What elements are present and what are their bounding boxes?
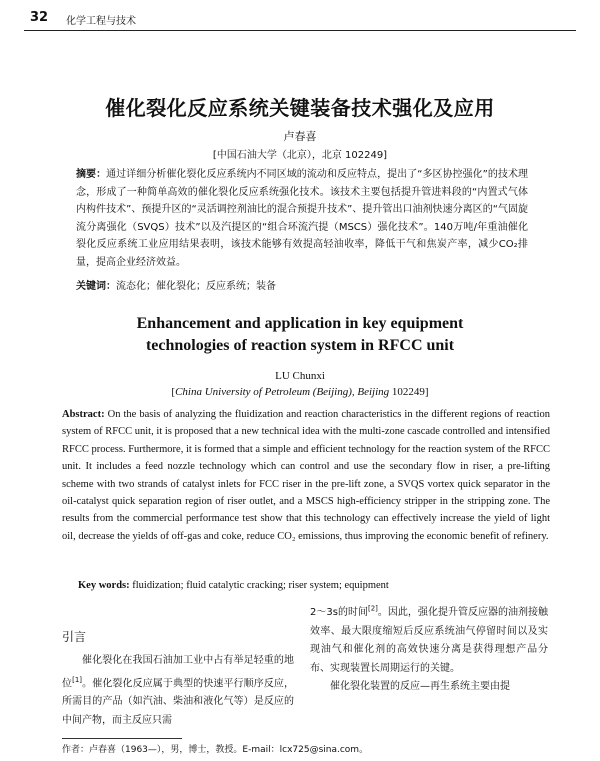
chinese-keywords-label: 关键词：: [76, 281, 116, 292]
footnote-rule: [62, 738, 182, 739]
citation-2[interactable]: [2]: [367, 605, 378, 613]
left-paragraph-continued: 。催化裂化反应属于典型的快速平行顺序反应，所需目的产品（如汽油、柴油和液化气等）是反应的中间产物，而主反应只需: [62, 677, 295, 726]
english-affiliation: [China University of Petroleum (Beijing), Beijing 102249]: [171, 386, 429, 398]
body-right-paragraph-1: [310, 607, 548, 674]
chinese-title: 催化裂化反应系统关键装备技术强化及应用: [105, 96, 495, 120]
chinese-keywords: [76, 277, 528, 292]
chinese-abstract-label: 摘要：: [76, 169, 107, 180]
english-abstract-label: Abstract:: [62, 409, 105, 420]
left-paragraph-text: 催化裂化在我国石油加工业中占有举足轻重的地位: [62, 655, 294, 689]
journal-name: 化学工程与技术: [66, 16, 136, 27]
page-number: 32: [30, 10, 49, 25]
right-paragraph-continued: 。因此，强化提升管反应器的油剂接触效率、最大限度缩短后反应系统油气停留时间以及实现油气和催化剂的高效快速分离是获得理想产品分布、实现装置长周期运行的关键。: [310, 607, 549, 674]
citation-1[interactable]: [1]: [72, 675, 83, 684]
body-right-column: [310, 600, 548, 697]
english-keywords-text: fluidization; fluid catalytic cracking; riser system; equipment: [132, 580, 389, 591]
chinese-abstract-text: 通过详细分析催化裂化反应系统内不同区域的流动和反应特点，提出了“多区协控强化”的技术理念，形成了一种简单高效的催化裂化反应系统强化技术。该技术主要包括提升管进料段的“内置式气体内构件技术”、预提升区的“灵活调控剂油比的混合预提升技术”、提升管出口油剂快速分离区的“气固旋流分离强化（SVQS）技术”以及汽提区的“组合环流汽提（MSCS）强化技术”。140万吨/年重油催化裂化反应系统工业应用结果表明，该技术能够有效提高轻油收率，降低干气和焦炭产率，减少CO₂排量，提高企业经济效益。: [76, 169, 528, 268]
chinese-author: 卢春喜: [283, 130, 317, 143]
running-header: [24, 8, 576, 28]
chinese-abstract: [76, 166, 528, 271]
english-keywords: [78, 580, 548, 591]
body-left-column: [62, 652, 294, 730]
english-affiliation-code: 102249: [391, 386, 425, 398]
chinese-keywords-text: 流态化；催化裂化；反应系统；装备: [116, 281, 276, 292]
author-footnote: 作者：卢春喜（1963—），男，博士，教授。E-mail：lcx725@sina.com。: [62, 745, 369, 755]
english-author: LU Chunxi: [275, 370, 325, 382]
english-title-line2: technologies of reaction system in RFCC unit: [145, 337, 455, 354]
right-paragraph-start: 2～3s的时间: [310, 607, 368, 619]
english-keywords-label: Key words:: [78, 580, 130, 591]
introduction-heading: 引言: [62, 630, 87, 644]
english-title: [0, 313, 600, 357]
english-abstract: [62, 406, 550, 545]
body-left-paragraph: [62, 652, 294, 730]
body-right-paragraph-2: 催化裂化装置的反应—再生系统主要由提: [330, 681, 510, 693]
header-rule: [24, 30, 576, 31]
chinese-affiliation: [中国石油大学（北京），北京 102249]: [212, 150, 388, 161]
english-affiliation-institution: China University of Petroleum (Beijing), Beijing: [175, 386, 390, 398]
english-abstract-text: On the basis of analyzing the fluidization and reaction characteristics in the different regions of reaction system of RFCC unit, it is proposed that a new technical idea with the multi-zone cascade controlled and intensified RFCC process. Furthermore, it is formed that a simple and efficient technology for the reaction system of the RFCC unit. It includes a feed nozzle technology which can control and use the secondary flow in riser, a pre-lifting scheme with two strands of catalyst inlets for FCC riser in the pre-lift zone, a SVQS vortex quick separator in the oil-catalyst quick separation region of riser outlet, and a MSCS high-efficiency stripper in the stripping zone. The results from the commercial performance test show that this technology can effectively increase the yield of light oil, decrease the yields of off-gas and coke, reduce CO₂ emissions, thus improving the economic benefit of refinery.: [62, 409, 551, 542]
english-title-line1: Enhancement and application in key equipment: [136, 315, 464, 332]
